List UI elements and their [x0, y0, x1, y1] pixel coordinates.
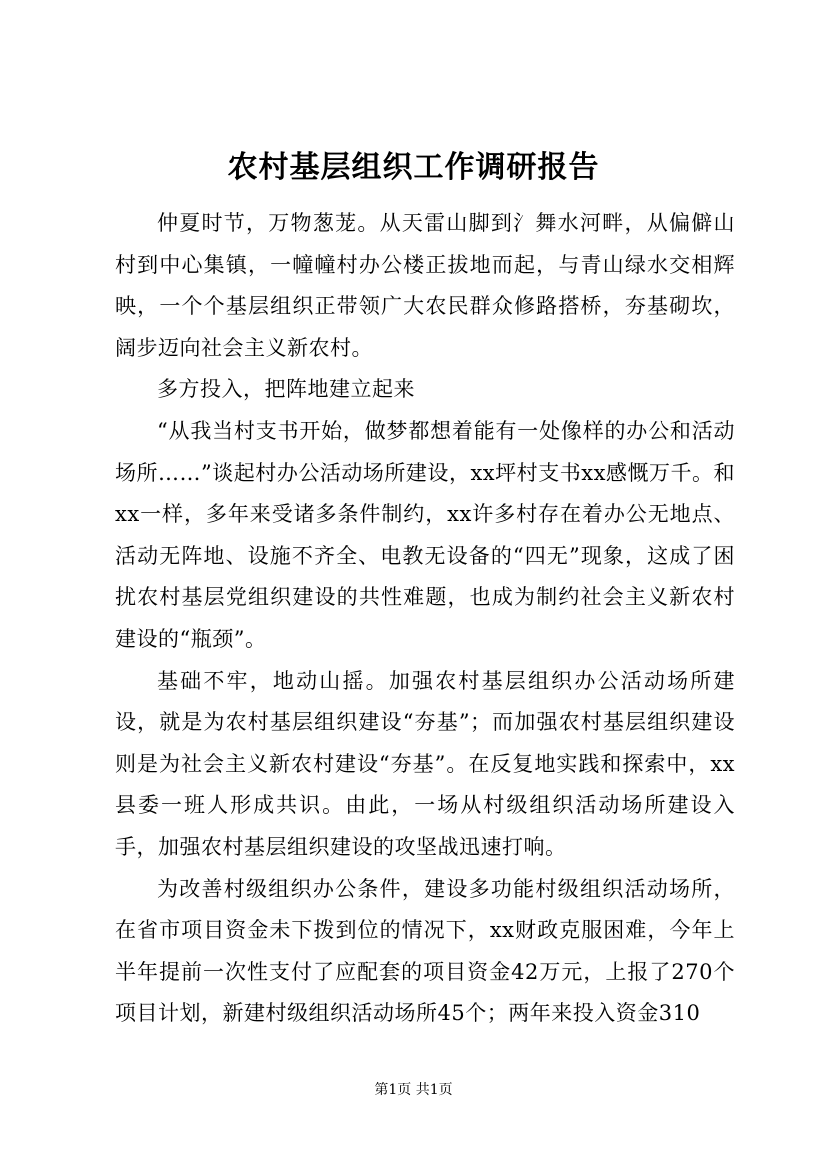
paragraph-intro: 仲夏时节，万物葱茏。从天雷山脚到氵舞水河畔，从偏僻山村到中心集镇，一幢幢村办公楼正拔地而起，与青山绿水交相辉映，一个个基层组织正带领广大农民群众修路搭桥，夯基砌坎，阔步迈向社会主义新农村。 — [115, 211, 735, 360]
paragraph-quote: “从我当村支书开始，做梦都想着能有一处像样的办公和活动场所……”谈起村办公活动场所建设，xx坪村支书xx感慨万千。和xx一样，多年来受诸多条件制约，xx许多村存在着办公无地点、活动无阵地、设施不齐全、电教无设备的“四无”现象，这成了困扰农村基层党组织建设的共性难题，也成为制约社会主义新农村建设的“瓶颈”。 — [115, 418, 735, 651]
document-title: 农村基层组织工作调研报告 — [227, 150, 600, 185]
paragraph-foundation: 基础不牢，地动山摇。加强农村基层组织办公活动场所建设，就是为农村基层组织建设“夯基”；而加强农村基层组织建设则是为社会主义新农村建设“夯基”。在反复地实践和探索中，xx县委一班人形成共识。由此，一场从村级组织活动场所建设入手，加强农村基层组织建设的攻坚战迅速打响。 — [115, 668, 735, 859]
paragraph-subheading: 多方投入，把阵地建立起来 — [157, 377, 415, 402]
page-footer: 第1页 共1页 — [374, 1082, 453, 1098]
document-body — [115, 203, 735, 1035]
paragraph-funding: 为改善村级组织办公条件，建设多功能村级组织活动场所，在省市项目资金未下拨到位的情况下，xx财政克服困难，今年上半年提前一次性支付了应配套的项目资金42万元，上报了270个项目计划，新建村级组织活动场所45个；两年来投入资金310 — [115, 876, 735, 1026]
